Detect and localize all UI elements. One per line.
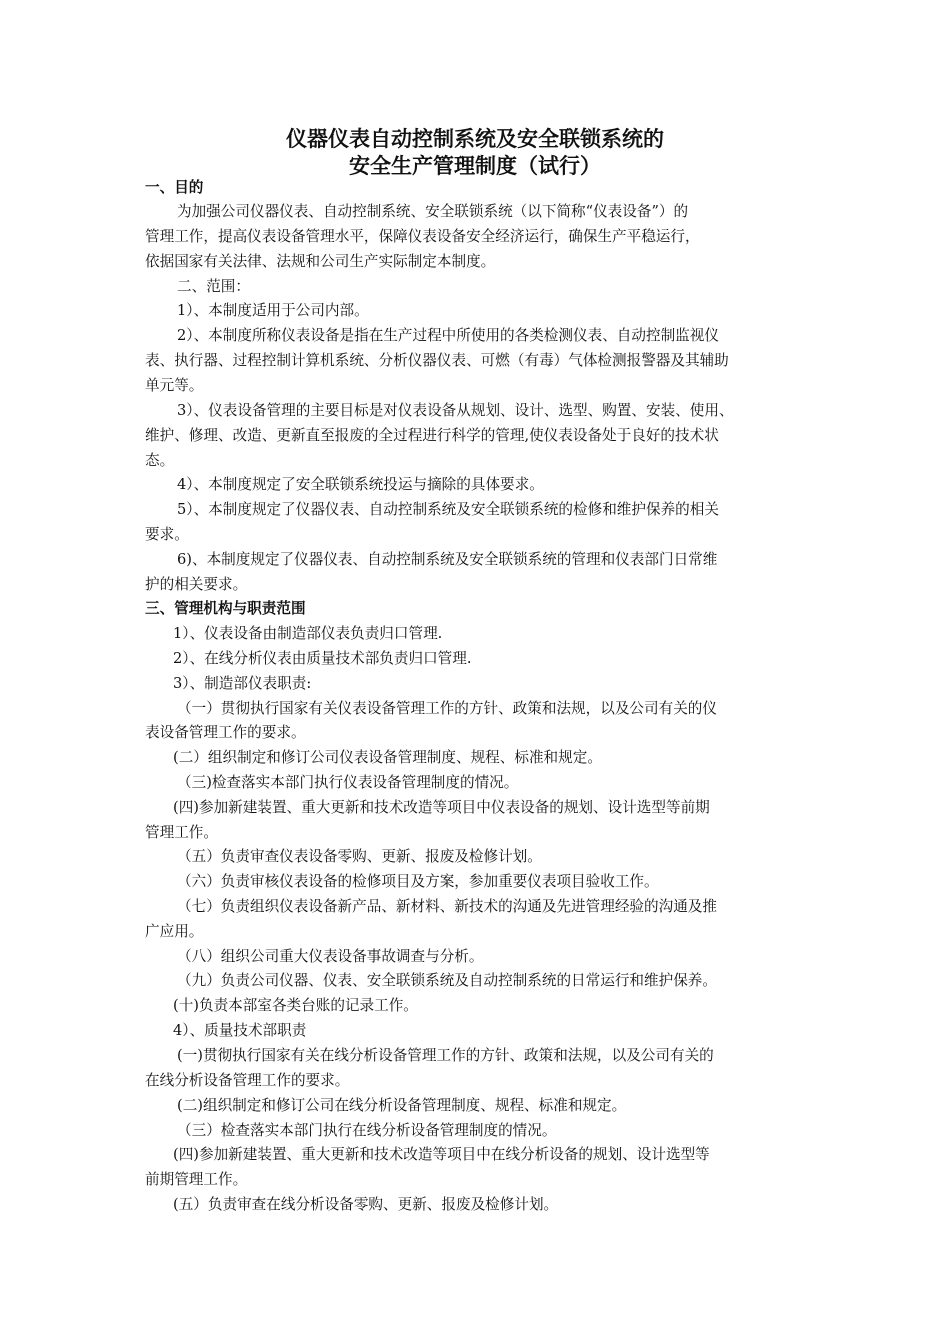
paragraph-line: (五）负责审查在线分析设备零购、更新、报废及检修计划。	[173, 1196, 559, 1213]
section-heading-organization: 三、管理机构与职责范围	[145, 600, 306, 617]
paragraph-line: (四)参加新建装置、重大更新和技术改造等项目中在线分析设备的规划、设计选型等	[173, 1146, 710, 1163]
section-heading-purpose: 一、目的	[145, 179, 204, 196]
paragraph-line: 管理工作，提高仪表设备管理水平，保障仪表设备安全经济运行，确保生产平稳运行，	[145, 228, 700, 245]
document-title-line-1: 仪器仪表自动控制系统及安全联锁系统的	[286, 127, 664, 151]
paragraph-line: 单元等。	[145, 377, 204, 394]
paragraph-line: 广应用。	[145, 923, 204, 940]
paragraph-line: （九）负责公司仪器、仪表、安全联锁系统及自动控制系统的日常运行和维护保养。	[177, 972, 717, 989]
paragraph-line: 管理工作。	[145, 824, 218, 841]
paragraph-line: （六）负责审核仪表设备的检修项目及方案，参加重要仪表项目验收工作。	[177, 873, 659, 890]
paragraph-line: 护的相关要求。	[145, 576, 248, 593]
paragraph-line: 4）、本制度规定了安全联锁系统投运与摘除的具体要求。	[177, 476, 544, 493]
paragraph-line: 2）、在线分析仪表由质量技术部负责归口管理.	[173, 650, 472, 667]
paragraph-line: （五）负责审查仪表设备零购、更新、报废及检修计划。	[177, 848, 542, 865]
paragraph-line: （七）负责组织仪表设备新产品、新材料、新技术的沟通及先进管理经验的沟通及推	[177, 898, 717, 915]
paragraph-line: 态。	[145, 452, 175, 469]
paragraph-line: 1）、仪表设备由制造部仪表负责归口管理.	[173, 625, 443, 642]
paragraph-line: (二)组织制定和修订公司在线分析设备管理制度、规程、标准和规定。	[177, 1097, 627, 1114]
paragraph-line: (二）组织制定和修订公司仪表设备管理制度、规程、标准和规定。	[173, 749, 602, 766]
paragraph-line: (十)负责本部室各类台账的记录工作。	[173, 997, 418, 1014]
paragraph-line: 维护、修理、改造、更新直至报废的全过程进行科学的管理,使仪表设备处于良好的技术状	[145, 427, 719, 444]
paragraph-line: （一）贯彻执行国家有关仪表设备管理工作的方针、政策和法规，以及公司有关的仪	[177, 700, 717, 717]
paragraph-line: 2）、本制度所称仪表设备是指在生产过程中所使用的各类检测仪表、自动控制监视仪	[177, 327, 719, 344]
paragraph-line: 6)、本制度规定了仪器仪表、自动控制系统及安全联锁系统的管理和仪表部门日常维	[177, 551, 718, 568]
paragraph-line: 1）、本制度适用于公司内部。	[177, 302, 369, 319]
paragraph-line: 3）、制造部仪表职责:	[173, 675, 312, 692]
paragraph-line: 要求。	[145, 526, 189, 543]
paragraph-line: 表设备管理工作的要求。	[145, 724, 306, 741]
paragraph-line: 3）、仪表设备管理的主要目标是对仪表设备从规划、设计、选型、购置、安装、使用、	[177, 402, 734, 419]
paragraph-line: (一)贯彻执行国家有关在线分析设备管理工作的方针、政策和法规，以及公司有关的	[177, 1047, 714, 1064]
section-label-scope: 二、范围：	[177, 278, 250, 295]
paragraph-line: （八）组织公司重大仪表设备事故调查与分析。	[177, 948, 484, 965]
paragraph-line: 4）、质量技术部职责	[173, 1022, 307, 1039]
paragraph-line: （三）检查落实本部门执行在线分析设备管理制度的情况。	[177, 1122, 557, 1139]
paragraph-line: 表、执行器、过程控制计算机系统、分析仪器仪表、可燃（有毒）气体检测报警器及其辅助	[145, 352, 729, 369]
document-title-line-2: 安全生产管理制度（试行）	[349, 154, 601, 178]
paragraph-line: 在线分析设备管理工作的要求。	[145, 1072, 350, 1089]
paragraph-line: 前期管理工作。	[145, 1171, 248, 1188]
paragraph-line: (四)参加新建装置、重大更新和技术改造等项目中仪表设备的规划、设计选型等前期	[173, 799, 710, 816]
paragraph-line: （三)检查落实本部门执行仪表设备管理制度的情况。	[177, 774, 519, 791]
paragraph-line: 5）、本制度规定了仪器仪表、自动控制系统及安全联锁系统的检修和维护保养的相关	[177, 501, 719, 518]
paragraph-line: 依据国家有关法律、法规和公司生产实际制定本制度。	[145, 253, 496, 270]
paragraph-line: 为加强公司仪器仪表、自动控制系统、安全联锁系统（以下简称“仪表设备”）的	[177, 203, 689, 220]
